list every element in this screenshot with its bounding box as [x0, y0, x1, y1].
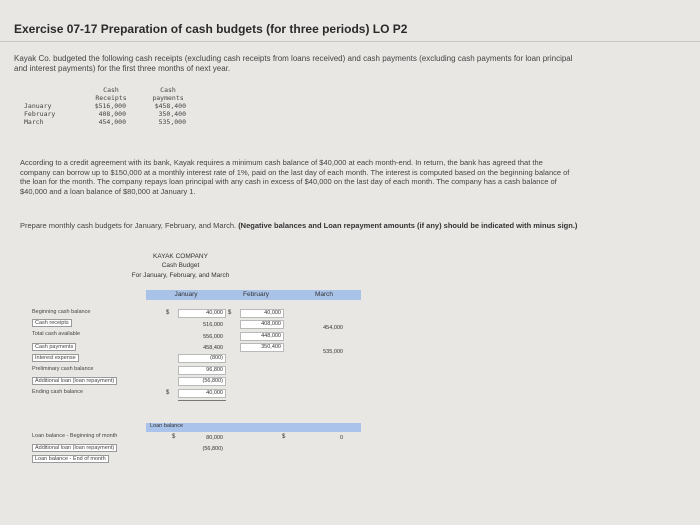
row-payments: 535,000 — [158, 118, 186, 126]
jan-beginning-cell[interactable]: 40,000 — [178, 309, 226, 318]
jan-loan-beginning-cell: 80,000 — [206, 435, 223, 441]
prepare-instructions — [20, 221, 580, 231]
dollar-sign: $ — [166, 310, 170, 316]
feb-payments-cell[interactable]: 350,400 — [240, 343, 284, 352]
label-cash-payments[interactable]: Cash payments — [32, 343, 76, 351]
label-ending-balance: Ending cash balance — [32, 389, 84, 395]
receipts-header-line2: Receipts — [95, 94, 127, 102]
label-cash-receipts[interactable]: Cash receipts — [32, 319, 72, 327]
label-additional-loan[interactable]: Additional loan (loan repayment) — [32, 377, 117, 385]
row-receipts: 408,000 — [98, 110, 126, 118]
receipts-column — [84, 102, 126, 126]
dollar-sign: $ — [282, 434, 286, 440]
row-receipts: $516,000 — [94, 102, 126, 110]
feb-beginning-cell[interactable]: 40,000 — [240, 309, 284, 318]
feb-total-cell[interactable]: 448,000 — [240, 332, 284, 341]
label-total-cash: Total cash available — [32, 331, 81, 337]
payments-header-line2: payments — [152, 94, 184, 102]
row-payments: 350,400 — [158, 110, 186, 118]
label-preliminary-balance: Preliminary cash balance — [32, 366, 94, 372]
cash-budget-worksheet — [28, 247, 348, 469]
jan-total-cell: 556,000 — [203, 334, 223, 340]
dollar-sign: $ — [166, 390, 170, 396]
company-name: KAYAK COMPANY — [153, 253, 208, 260]
jan-ending-cell[interactable]: 40,000 — [178, 389, 226, 398]
jan-interest-cell[interactable]: (800) — [178, 354, 226, 363]
dollar-sign: $ — [172, 434, 176, 440]
label-interest-expense[interactable]: Interest expense — [32, 354, 79, 362]
receipts-header-line1: Cash — [103, 86, 119, 94]
double-underline — [178, 400, 226, 401]
row-month: March — [24, 118, 44, 126]
mar-receipts-cell: 454,000 — [323, 325, 343, 331]
label-loan-beginning: Loan balance - Beginning of month — [32, 433, 118, 439]
month-column — [24, 102, 55, 126]
loan-balance-title: Loan balance — [150, 423, 184, 429]
jan-loan-additional-cell: (56,800) — [202, 446, 223, 452]
label-loan-additional[interactable]: Additional loan (loan repayment) — [32, 444, 117, 452]
payments-header-line1: Cash — [160, 86, 176, 94]
month-header-march: March — [314, 291, 334, 298]
label-beginning-cash: Beginning cash balance — [32, 309, 91, 315]
mar-payments-cell: 535,000 — [323, 349, 343, 355]
payments-header — [142, 86, 194, 102]
payments-column — [142, 102, 186, 126]
exercise-title: Exercise 07-17 Preparation of cash budgets (for three periods) LO P2 — [14, 22, 408, 36]
row-month: January — [24, 102, 52, 110]
mar-loan-end-cell: 0 — [339, 435, 343, 441]
jan-additional-loan-cell[interactable]: (56,800) — [178, 377, 226, 386]
budget-name: Cash Budget — [161, 262, 200, 269]
row-month: February — [24, 110, 56, 118]
prepare-text: Prepare monthly cash budgets for January, February, and March. — [20, 221, 237, 230]
jan-payments-cell: 458,400 — [203, 345, 223, 351]
feb-receipts-cell[interactable]: 408,000 — [240, 320, 284, 329]
dollar-sign: $ — [228, 310, 232, 316]
prepare-note: (Negative balances and Loan repayment amounts (if any) should be indicated with minus sign.) — [238, 221, 578, 230]
row-payments: $458,400 — [154, 102, 186, 110]
label-loan-end[interactable]: Loan balance - End of month — [32, 455, 109, 463]
month-header-february: February — [242, 291, 269, 298]
agreement-text: According to a credit agreement with its bank, Kayak requires a minimum cash balance of $40,000 at each month-end. In return, the bank has agreed that the company can borrow up to $150,000 at a monthly interest rate of 1%, paid on the last day of each month. The interest is computed based on the beginning balance of the loan for the month. The company repays loan principal with any cash in excess of $40,000 on the last day of each month. The company has a cash balance of $40,000 and a loan balance of $80,000 at January 1. — [20, 158, 570, 196]
jan-receipts-cell: 516,000 — [203, 322, 223, 328]
intro-text: Kayak Co. budgeted the following cash receipts (excluding cash receipts from loans received) and cash payments (excluding cash payments for loan principal and interest payments) for the first three months of next year. — [14, 54, 573, 73]
month-header-january: January — [174, 291, 198, 298]
receipts-header — [86, 86, 136, 102]
jan-preliminary-cell[interactable]: 96,800 — [178, 366, 226, 375]
row-receipts: 454,000 — [98, 118, 126, 126]
budget-period: For January, February, and March — [131, 272, 230, 279]
